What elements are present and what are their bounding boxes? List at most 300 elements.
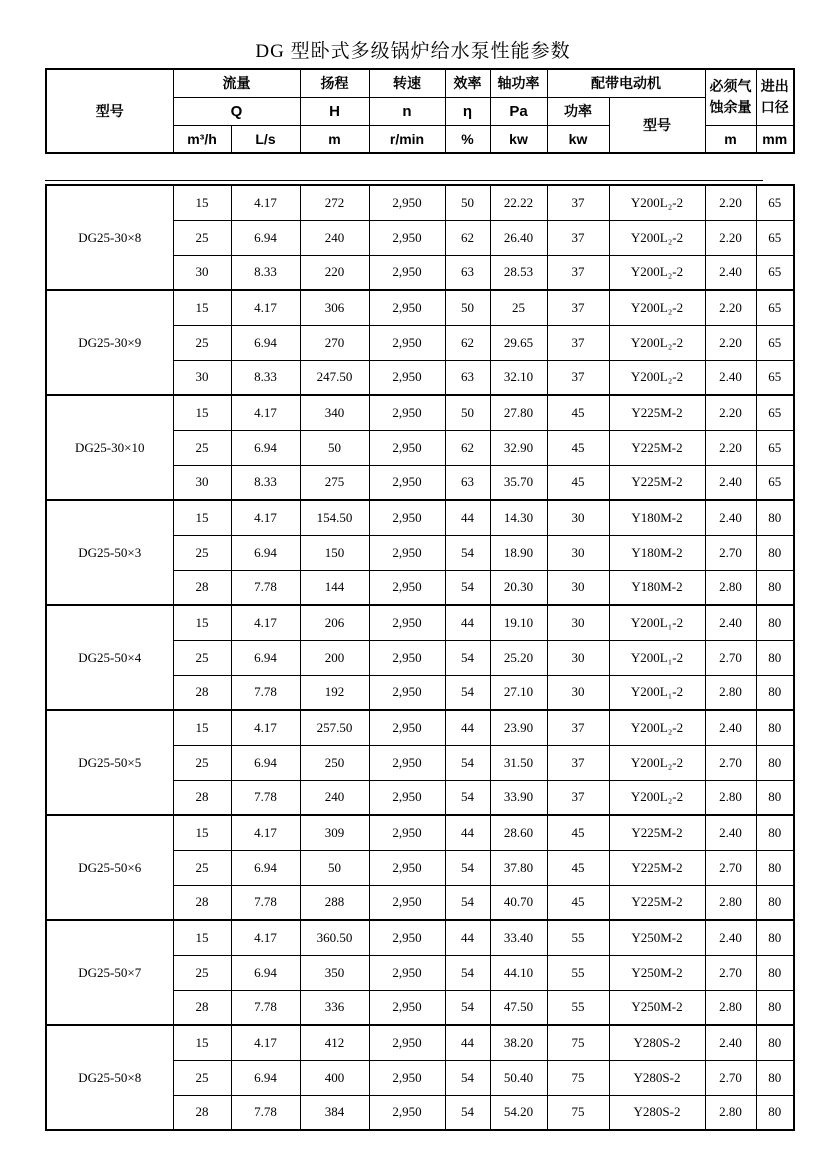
port-cell: 80 <box>756 850 794 885</box>
speed-cell: 2,950 <box>369 290 445 325</box>
head-cell: 50 <box>300 430 369 465</box>
speed-cell: 2,950 <box>369 220 445 255</box>
header-flow-unit-ls: L/s <box>231 125 300 153</box>
head-cell: 247.50 <box>300 360 369 395</box>
flow-ls-cell: 7.78 <box>231 570 300 605</box>
flow-ls-cell: 4.17 <box>231 605 300 640</box>
efficiency-cell: 44 <box>445 920 490 955</box>
speed-cell: 2,950 <box>369 850 445 885</box>
flow-ls-cell: 7.78 <box>231 990 300 1025</box>
motor-power-cell: 55 <box>547 920 609 955</box>
port-cell: 65 <box>756 430 794 465</box>
head-cell: 192 <box>300 675 369 710</box>
pump-model-cell: DG25-50×4 <box>46 605 173 710</box>
shaft-power-cell: 26.40 <box>490 220 547 255</box>
speed-cell: 2,950 <box>369 955 445 990</box>
flow-ls-cell: 7.78 <box>231 780 300 815</box>
npsh-cell: 2.20 <box>705 290 756 325</box>
flow-ls-cell: 4.17 <box>231 710 300 745</box>
motor-power-cell: 37 <box>547 780 609 815</box>
motor-model-cell: Y200L₁-2 <box>609 640 705 675</box>
pump-model-cell: DG25-30×8 <box>46 185 173 290</box>
table-row <box>46 920 794 955</box>
head-cell: 309 <box>300 815 369 850</box>
efficiency-cell: 54 <box>445 885 490 920</box>
speed-cell: 2,950 <box>369 990 445 1025</box>
flow-m3h-cell: 28 <box>173 885 231 920</box>
npsh-cell: 2.70 <box>705 955 756 990</box>
flow-m3h-cell: 28 <box>173 570 231 605</box>
table-row <box>46 500 794 535</box>
page-title: DG 型卧式多级锅炉给水泵性能参数 <box>255 41 571 62</box>
flow-ls-cell: 6.94 <box>231 325 300 360</box>
motor-model-cell: Y200L₂-2 <box>609 290 705 325</box>
efficiency-cell: 54 <box>445 640 490 675</box>
npsh-cell: 2.40 <box>705 255 756 290</box>
flow-m3h-cell: 15 <box>173 1025 231 1060</box>
header-shaft-power-symbol: Pa <box>490 97 547 125</box>
head-cell: 350 <box>300 955 369 990</box>
flow-ls-cell: 6.94 <box>231 850 300 885</box>
head-cell: 270 <box>300 325 369 360</box>
motor-model-cell: Y200L₂-2 <box>609 185 705 220</box>
flow-m3h-cell: 15 <box>173 500 231 535</box>
efficiency-cell: 54 <box>445 955 490 990</box>
flow-m3h-cell: 30 <box>173 360 231 395</box>
efficiency-cell: 44 <box>445 605 490 640</box>
efficiency-cell: 44 <box>445 500 490 535</box>
flow-m3h-cell: 25 <box>173 535 231 570</box>
port-cell: 80 <box>756 990 794 1025</box>
flow-ls-cell: 8.33 <box>231 465 300 500</box>
flow-m3h-cell: 30 <box>173 465 231 500</box>
shaft-power-cell: 28.53 <box>490 255 547 290</box>
efficiency-cell: 63 <box>445 465 490 500</box>
npsh-cell: 2.40 <box>705 500 756 535</box>
port-cell: 80 <box>756 1025 794 1060</box>
motor-power-cell: 75 <box>547 1060 609 1095</box>
flow-m3h-cell: 25 <box>173 850 231 885</box>
header-flow-symbol: Q <box>173 97 300 125</box>
efficiency-cell: 54 <box>445 535 490 570</box>
motor-power-cell: 30 <box>547 500 609 535</box>
shaft-power-cell: 40.70 <box>490 885 547 920</box>
head-cell: 275 <box>300 465 369 500</box>
shaft-power-cell: 33.40 <box>490 920 547 955</box>
npsh-cell: 2.20 <box>705 430 756 465</box>
npsh-cell: 2.40 <box>705 605 756 640</box>
speed-cell: 2,950 <box>369 1025 445 1060</box>
efficiency-cell: 63 <box>445 360 490 395</box>
motor-model-cell: Y180M-2 <box>609 535 705 570</box>
motor-model-cell: Y225M-2 <box>609 430 705 465</box>
efficiency-cell: 54 <box>445 570 490 605</box>
motor-power-cell: 37 <box>547 710 609 745</box>
flow-ls-cell: 6.94 <box>231 220 300 255</box>
header-motor-power: 功率 <box>547 97 609 125</box>
flow-m3h-cell: 25 <box>173 325 231 360</box>
header-port-line2: 口径 <box>760 99 789 116</box>
speed-cell: 2,950 <box>369 920 445 955</box>
motor-model-cell: Y200L₂-2 <box>609 255 705 290</box>
pump-model-cell: DG25-50×8 <box>46 1025 173 1130</box>
npsh-cell: 2.80 <box>705 990 756 1025</box>
pump-model-cell: DG25-50×3 <box>46 500 173 605</box>
motor-power-cell: 45 <box>547 850 609 885</box>
head-cell: 306 <box>300 290 369 325</box>
motor-power-cell: 30 <box>547 535 609 570</box>
shaft-power-cell: 54.20 <box>490 1095 547 1130</box>
npsh-cell: 2.80 <box>705 780 756 815</box>
flow-m3h-cell: 28 <box>173 1095 231 1130</box>
npsh-cell: 2.70 <box>705 850 756 885</box>
header-shaft-power: 轴功率 <box>490 69 547 97</box>
motor-model-cell: Y280S-2 <box>609 1025 705 1060</box>
header-efficiency: 效率 <box>445 69 490 97</box>
port-cell: 80 <box>756 815 794 850</box>
speed-cell: 2,950 <box>369 255 445 290</box>
npsh-cell: 2.20 <box>705 325 756 360</box>
efficiency-cell: 44 <box>445 815 490 850</box>
motor-power-cell: 55 <box>547 955 609 990</box>
table-row <box>46 395 794 430</box>
pump-model-cell: DG25-50×5 <box>46 710 173 815</box>
flow-ls-cell: 7.78 <box>231 1095 300 1130</box>
head-cell: 220 <box>300 255 369 290</box>
header-flow-unit-m3h: m³/h <box>173 125 231 153</box>
motor-model-cell: Y250M-2 <box>609 990 705 1025</box>
header-speed-unit: r/min <box>369 125 445 153</box>
speed-cell: 2,950 <box>369 1095 445 1130</box>
efficiency-cell: 54 <box>445 990 490 1025</box>
port-cell: 65 <box>756 255 794 290</box>
speed-cell: 2,950 <box>369 325 445 360</box>
motor-model-cell: Y225M-2 <box>609 885 705 920</box>
flow-ls-cell: 6.94 <box>231 640 300 675</box>
port-cell: 80 <box>756 570 794 605</box>
flow-ls-cell: 6.94 <box>231 955 300 990</box>
table-row <box>46 185 794 220</box>
shaft-power-cell: 23.90 <box>490 710 547 745</box>
motor-model-cell: Y225M-2 <box>609 395 705 430</box>
head-cell: 412 <box>300 1025 369 1060</box>
port-cell: 80 <box>756 675 794 710</box>
head-cell: 340 <box>300 395 369 430</box>
motor-power-cell: 30 <box>547 675 609 710</box>
motor-model-cell: Y200L₂-2 <box>609 325 705 360</box>
motor-power-cell: 37 <box>547 185 609 220</box>
motor-model-cell: Y250M-2 <box>609 955 705 990</box>
port-cell: 80 <box>756 640 794 675</box>
efficiency-cell: 50 <box>445 290 490 325</box>
pump-model-cell: DG25-30×9 <box>46 290 173 395</box>
motor-model-cell: Y280S-2 <box>609 1060 705 1095</box>
flow-ls-cell: 8.33 <box>231 360 300 395</box>
npsh-cell: 2.40 <box>705 1025 756 1060</box>
speed-cell: 2,950 <box>369 185 445 220</box>
motor-power-cell: 75 <box>547 1095 609 1130</box>
motor-model-cell: Y280S-2 <box>609 1095 705 1130</box>
motor-power-cell: 37 <box>547 255 609 290</box>
npsh-cell: 2.20 <box>705 185 756 220</box>
header-motor-power-unit: kw <box>547 125 609 153</box>
efficiency-cell: 50 <box>445 185 490 220</box>
head-cell: 336 <box>300 990 369 1025</box>
flow-m3h-cell: 25 <box>173 1060 231 1095</box>
header-npsh-line2: 蚀余量 <box>709 99 752 116</box>
flow-m3h-cell: 15 <box>173 185 231 220</box>
motor-power-cell: 55 <box>547 990 609 1025</box>
header-npsh-unit: m <box>705 125 756 153</box>
header-motor: 配带电动机 <box>547 69 705 97</box>
flow-m3h-cell: 15 <box>173 605 231 640</box>
port-cell: 65 <box>756 185 794 220</box>
port-cell: 65 <box>756 325 794 360</box>
shaft-power-cell: 50.40 <box>490 1060 547 1095</box>
motor-model-cell: Y200L₂-2 <box>609 360 705 395</box>
speed-cell: 2,950 <box>369 535 445 570</box>
npsh-cell: 2.70 <box>705 745 756 780</box>
flow-ls-cell: 4.17 <box>231 395 300 430</box>
speed-cell: 2,950 <box>369 430 445 465</box>
motor-model-cell: Y200L₂-2 <box>609 780 705 815</box>
port-cell: 80 <box>756 955 794 990</box>
npsh-cell: 2.20 <box>705 395 756 430</box>
efficiency-cell: 63 <box>445 255 490 290</box>
flow-m3h-cell: 15 <box>173 290 231 325</box>
motor-model-cell: Y180M-2 <box>609 500 705 535</box>
flow-ls-cell: 7.78 <box>231 885 300 920</box>
head-cell: 50 <box>300 850 369 885</box>
motor-model-cell: Y200L₂-2 <box>609 220 705 255</box>
pump-model-cell: DG25-30×10 <box>46 395 173 500</box>
flow-m3h-cell: 15 <box>173 710 231 745</box>
motor-model-cell: Y200L₂-2 <box>609 745 705 780</box>
efficiency-cell: 62 <box>445 220 490 255</box>
motor-power-cell: 75 <box>547 1025 609 1060</box>
port-cell: 80 <box>756 920 794 955</box>
npsh-cell: 2.80 <box>705 570 756 605</box>
head-cell: 206 <box>300 605 369 640</box>
header-head-symbol: H <box>300 97 369 125</box>
flow-m3h-cell: 15 <box>173 395 231 430</box>
pump-model-cell: DG25-50×7 <box>46 920 173 1025</box>
efficiency-cell: 44 <box>445 710 490 745</box>
motor-model-cell: Y225M-2 <box>609 850 705 885</box>
port-cell: 80 <box>756 885 794 920</box>
header-npsh-line1: 必须气 <box>709 77 752 94</box>
horizontal-rule <box>45 180 763 181</box>
motor-power-cell: 37 <box>547 220 609 255</box>
motor-power-cell: 45 <box>547 430 609 465</box>
npsh-cell: 2.40 <box>705 710 756 745</box>
speed-cell: 2,950 <box>369 710 445 745</box>
port-cell: 80 <box>756 500 794 535</box>
npsh-cell: 2.40 <box>705 815 756 850</box>
flow-ls-cell: 4.17 <box>231 185 300 220</box>
port-cell: 80 <box>756 745 794 780</box>
header-port-unit: mm <box>756 125 794 153</box>
head-cell: 150 <box>300 535 369 570</box>
motor-power-cell: 37 <box>547 745 609 780</box>
pump-model-cell: DG25-50×6 <box>46 815 173 920</box>
head-cell: 240 <box>300 220 369 255</box>
head-cell: 250 <box>300 745 369 780</box>
head-cell: 200 <box>300 640 369 675</box>
speed-cell: 2,950 <box>369 570 445 605</box>
pump-table-header <box>45 68 795 154</box>
motor-power-cell: 45 <box>547 815 609 850</box>
flow-ls-cell: 8.33 <box>231 255 300 290</box>
flow-ls-cell: 6.94 <box>231 1060 300 1095</box>
npsh-cell: 2.20 <box>705 220 756 255</box>
shaft-power-cell: 47.50 <box>490 990 547 1025</box>
speed-cell: 2,950 <box>369 815 445 850</box>
motor-power-cell: 37 <box>547 290 609 325</box>
efficiency-cell: 54 <box>445 850 490 885</box>
shaft-power-cell: 25.20 <box>490 640 547 675</box>
header-head-unit: m <box>300 125 369 153</box>
flow-m3h-cell: 25 <box>173 430 231 465</box>
shaft-power-cell: 32.10 <box>490 360 547 395</box>
speed-cell: 2,950 <box>369 780 445 815</box>
header-shaft-power-unit: kw <box>490 125 547 153</box>
flow-ls-cell: 6.94 <box>231 535 300 570</box>
speed-cell: 2,950 <box>369 1060 445 1095</box>
shaft-power-cell: 38.20 <box>490 1025 547 1060</box>
head-cell: 257.50 <box>300 710 369 745</box>
motor-power-cell: 45 <box>547 885 609 920</box>
speed-cell: 2,950 <box>369 465 445 500</box>
flow-ls-cell: 7.78 <box>231 675 300 710</box>
efficiency-cell: 50 <box>445 395 490 430</box>
header-model: 型号 <box>46 69 173 153</box>
speed-cell: 2,950 <box>369 745 445 780</box>
motor-power-cell: 30 <box>547 605 609 640</box>
header-port <box>756 69 794 125</box>
port-cell: 80 <box>756 605 794 640</box>
npsh-cell: 2.80 <box>705 675 756 710</box>
efficiency-cell: 54 <box>445 780 490 815</box>
shaft-power-cell: 18.90 <box>490 535 547 570</box>
speed-cell: 2,950 <box>369 500 445 535</box>
table-row <box>46 605 794 640</box>
shaft-power-cell: 25 <box>490 290 547 325</box>
shaft-power-cell: 37.80 <box>490 850 547 885</box>
speed-cell: 2,950 <box>369 885 445 920</box>
npsh-cell: 2.80 <box>705 1095 756 1130</box>
head-cell: 240 <box>300 780 369 815</box>
flow-m3h-cell: 28 <box>173 990 231 1025</box>
flow-ls-cell: 6.94 <box>231 745 300 780</box>
flow-ls-cell: 4.17 <box>231 815 300 850</box>
header-row-1 <box>46 69 794 97</box>
flow-m3h-cell: 30 <box>173 255 231 290</box>
port-cell: 80 <box>756 780 794 815</box>
motor-model-cell: Y180M-2 <box>609 570 705 605</box>
header-head: 扬程 <box>300 69 369 97</box>
flow-ls-cell: 4.17 <box>231 1025 300 1060</box>
port-cell: 80 <box>756 710 794 745</box>
efficiency-cell: 44 <box>445 1025 490 1060</box>
head-cell: 154.50 <box>300 500 369 535</box>
flow-m3h-cell: 28 <box>173 675 231 710</box>
header-npsh <box>705 69 756 125</box>
head-cell: 288 <box>300 885 369 920</box>
speed-cell: 2,950 <box>369 360 445 395</box>
npsh-cell: 2.70 <box>705 640 756 675</box>
motor-model-cell: Y250M-2 <box>609 920 705 955</box>
flow-m3h-cell: 25 <box>173 955 231 990</box>
speed-cell: 2,950 <box>369 395 445 430</box>
flow-m3h-cell: 28 <box>173 780 231 815</box>
npsh-cell: 2.80 <box>705 885 756 920</box>
efficiency-cell: 54 <box>445 675 490 710</box>
head-cell: 400 <box>300 1060 369 1095</box>
efficiency-cell: 54 <box>445 1060 490 1095</box>
port-cell: 65 <box>756 220 794 255</box>
shaft-power-cell: 32.90 <box>490 430 547 465</box>
flow-m3h-cell: 15 <box>173 920 231 955</box>
shaft-power-cell: 14.30 <box>490 500 547 535</box>
shaft-power-cell: 20.30 <box>490 570 547 605</box>
motor-model-cell: Y225M-2 <box>609 465 705 500</box>
shaft-power-cell: 35.70 <box>490 465 547 500</box>
table-row <box>46 710 794 745</box>
header-port-line1: 进出 <box>760 77 789 94</box>
header-speed-symbol: n <box>369 97 445 125</box>
port-cell: 80 <box>756 535 794 570</box>
pump-table-rows <box>46 185 794 1130</box>
motor-power-cell: 45 <box>547 395 609 430</box>
port-cell: 65 <box>756 395 794 430</box>
head-cell: 272 <box>300 185 369 220</box>
npsh-cell: 2.40 <box>705 465 756 500</box>
header-motor-model: 型号 <box>609 97 705 153</box>
npsh-cell: 2.40 <box>705 360 756 395</box>
flow-ls-cell: 4.17 <box>231 290 300 325</box>
npsh-cell: 2.70 <box>705 535 756 570</box>
motor-model-cell: Y200L₁-2 <box>609 605 705 640</box>
flow-m3h-cell: 25 <box>173 640 231 675</box>
efficiency-cell: 54 <box>445 745 490 780</box>
flow-ls-cell: 4.17 <box>231 920 300 955</box>
head-cell: 384 <box>300 1095 369 1130</box>
motor-model-cell: Y225M-2 <box>609 815 705 850</box>
shaft-power-cell: 31.50 <box>490 745 547 780</box>
header-speed: 转速 <box>369 69 445 97</box>
motor-power-cell: 30 <box>547 640 609 675</box>
port-cell: 65 <box>756 360 794 395</box>
speed-cell: 2,950 <box>369 675 445 710</box>
flow-m3h-cell: 25 <box>173 220 231 255</box>
flow-m3h-cell: 25 <box>173 745 231 780</box>
speed-cell: 2,950 <box>369 640 445 675</box>
motor-model-cell: Y200L₁-2 <box>609 675 705 710</box>
table-row <box>46 815 794 850</box>
header-efficiency-symbol: η <box>445 97 490 125</box>
port-cell: 80 <box>756 1060 794 1095</box>
table-row <box>46 290 794 325</box>
port-cell: 80 <box>756 1095 794 1130</box>
table-row <box>46 1025 794 1060</box>
efficiency-cell: 62 <box>445 430 490 465</box>
header-efficiency-unit: % <box>445 125 490 153</box>
motor-power-cell: 45 <box>547 465 609 500</box>
motor-power-cell: 37 <box>547 325 609 360</box>
shaft-power-cell: 27.10 <box>490 675 547 710</box>
port-cell: 65 <box>756 290 794 325</box>
